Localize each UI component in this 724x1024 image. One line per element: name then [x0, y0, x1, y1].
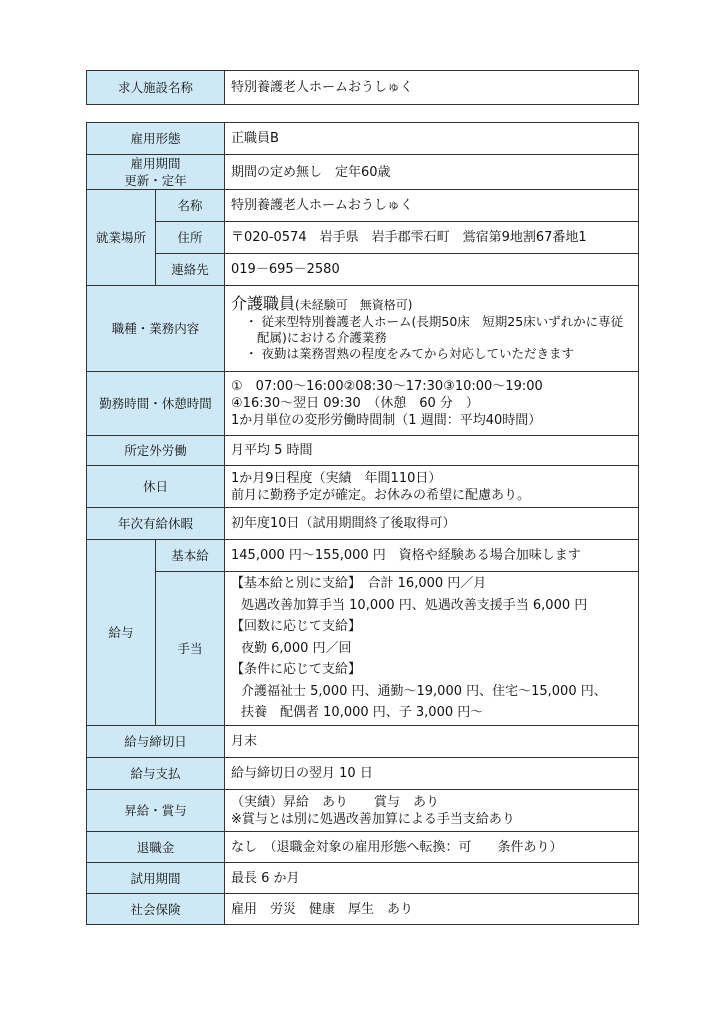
raise-label: 昇給・賞与: [87, 790, 225, 832]
facility-table: [86, 70, 639, 105]
insurance-label: 社会保険: [87, 894, 225, 925]
facility-value: 特別養護老人ホームおうしゅく: [225, 71, 639, 105]
insurance-value: 雇用 労災 健康 厚生 あり: [225, 894, 639, 925]
probation-label: 試用期間: [87, 863, 225, 894]
allowance-value: 【基本給と別に支給】 合計 16,000 円／月 処遇改善加算手当 10,000 円、処遇改善支援手当 6,000 円 【回数に応じて支給】 夜勤 6,000 円／回 【条件に応じて支給】 介護福祉士 5,000 円、通勤～19,000 円、住宅～15,000 円、 扶養 配偶者 10,000 円、子 3,000 円～: [225, 572, 639, 726]
raise-value: （実績）昇給 あり 賞与 あり ※賞与とは別に処遇改善加算による手当支給あり: [225, 790, 639, 832]
cutoff-value: 月末: [225, 726, 639, 758]
employment-type-value: 正職員B: [225, 123, 639, 155]
workplace-name-value: 特別養護老人ホームおうしゅく: [225, 190, 639, 222]
payday-label: 給与支払: [87, 758, 225, 790]
workplace-address-label: 住所: [156, 222, 225, 254]
holidays-value: 1か月9日程度（実績 年間110日） 前月に勤務予定が確定。お休みの希望に配慮あり。: [225, 466, 639, 508]
overtime-value: 月平均 5 時間: [225, 436, 639, 466]
job-label: 職種・業務内容: [87, 286, 225, 372]
facility-label: 求人施設名称: [87, 71, 225, 105]
job-value: [225, 286, 639, 372]
salary-label: 給与: [87, 540, 156, 726]
workplace-contact-value: 019－695－2580: [225, 254, 639, 286]
cutoff-label: 給与締切日: [87, 726, 225, 758]
base-salary-label: 基本給: [156, 540, 225, 572]
employment-period-value: 期間の定め無し 定年60歳: [225, 155, 639, 190]
retirement-value: なし （退職金対象の雇用形態へ転換：可 条件あり）: [225, 832, 639, 863]
workplace-contact-label: 連絡先: [156, 254, 225, 286]
hours-label: 勤務時間・休憩時間: [87, 372, 225, 436]
workplace-address-value: 〒020-0574 岩手県 岩手郡雫石町 鴬宿第9地割67番地1: [225, 222, 639, 254]
base-salary-value: 145,000 円～155,000 円 資格や経験ある場合加味します: [225, 540, 639, 572]
job-bullet: ・ 従来型特別養護老人ホーム(長期50床 短期25床いずれかに専従配属)における介護業務: [245, 314, 624, 345]
employment-period-label: 雇用期間 更新・定年: [87, 155, 225, 190]
job-details-table: [86, 122, 639, 925]
retirement-label: 退職金: [87, 832, 225, 863]
holidays-label: 休日: [87, 466, 225, 508]
workplace-label: 就業場所: [87, 190, 156, 286]
allowance-label: 手当: [156, 572, 225, 726]
overtime-label: 所定外労働: [87, 436, 225, 466]
workplace-name-label: 名称: [156, 190, 225, 222]
paid-leave-label: 年次有給休暇: [87, 508, 225, 540]
employment-type-label: 雇用形態: [87, 123, 225, 155]
probation-value: 最長 6 か月: [225, 863, 639, 894]
paid-leave-value: 初年度10日（試用期間終了後取得可）: [225, 508, 639, 540]
payday-value: 給与締切日の翌月 10 日: [225, 758, 639, 790]
job-bullet: ・ 夜勤は業務習熟の程度をみてから対応していただきます: [245, 346, 574, 361]
job-title-note: (未経験可 無資格可): [295, 298, 413, 312]
hours-value: ① 07:00～16:00②08:30～17:30③10:00～19:00 ④16:30～翌日 09:30 （休憩 60 分 ） 1か月単位の変形労働時間制（1 週間：平均40時間）: [225, 372, 639, 436]
job-title: 介護職員: [231, 294, 296, 313]
